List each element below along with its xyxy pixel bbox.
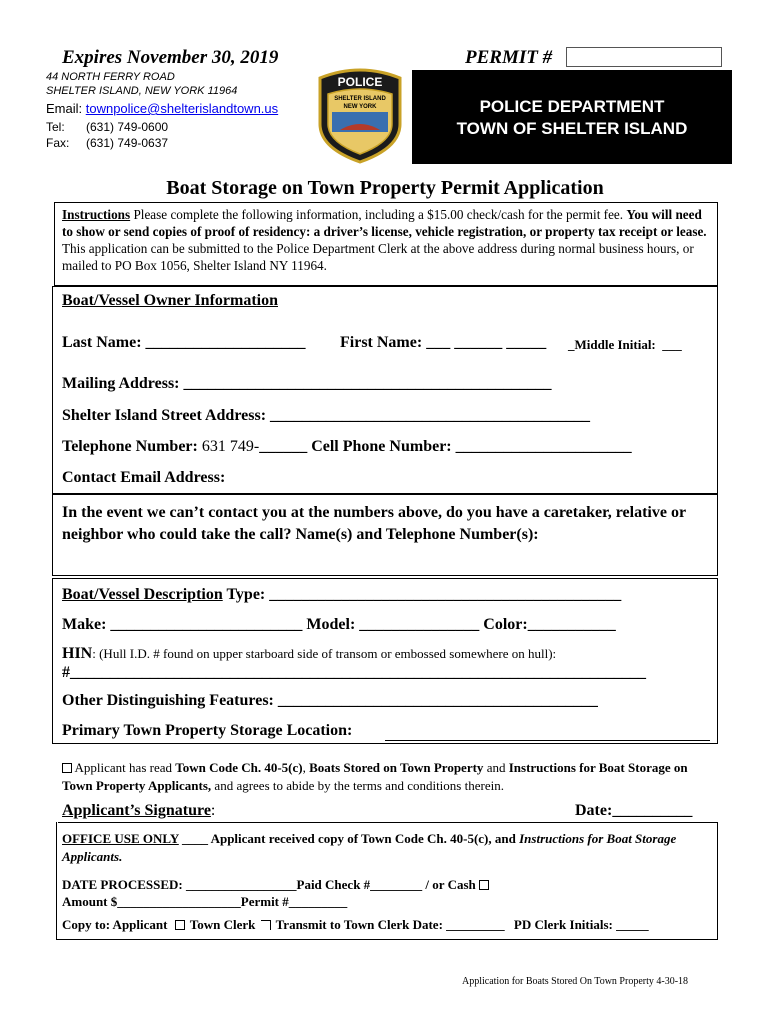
telephone-and-cell-field[interactable]: ______ Cell Phone Number: ______________________ bbox=[259, 438, 632, 455]
last-name-field[interactable]: Last Name: ____________________ bbox=[62, 334, 306, 351]
first-name-field[interactable]: First Name: ___ ______ _____ bbox=[340, 334, 547, 351]
transmit-date-field[interactable]: Transmit to Town Clerk Date: _________ bbox=[275, 917, 505, 932]
instructions-text-1: Please complete the following information, including a $15.00 check/cash for the permit fee. bbox=[130, 207, 627, 222]
email-link[interactable]: townpolice@shelterislandtown.us bbox=[85, 101, 279, 116]
copy-town-clerk-checkbox[interactable] bbox=[261, 920, 271, 930]
instructions-text bbox=[62, 206, 714, 274]
email-line bbox=[46, 101, 278, 116]
signature-label: Applicant’s Signature bbox=[62, 802, 211, 819]
department-banner bbox=[412, 70, 732, 164]
telephone-label: Telephone Number: bbox=[62, 438, 202, 455]
boat-type-line bbox=[62, 586, 621, 604]
date-line bbox=[575, 802, 692, 820]
fax-line bbox=[46, 136, 168, 150]
instructions-bold: You will need to show or send copies of proof of residency: a driver’s license, vehicle registration, or property tax receipt or lease. bbox=[62, 207, 707, 239]
agreement-boats: Boats Stored on Town Property bbox=[309, 760, 484, 775]
date-field[interactable]: :__________ bbox=[606, 802, 693, 819]
instructions-text-2: This application can be submitted to the Police Department Clerk at the above address during normal business hours, or mailed to PO Box 1056, Shelter Island NY 11964. bbox=[62, 241, 694, 273]
tel-value: (631) 749-0600 bbox=[86, 120, 169, 134]
middle-initial-field[interactable]: _Middle Initial: ___ bbox=[568, 337, 682, 352]
make-model-color-field[interactable]: Make: ________________________ Model: _______________ Color:___________ bbox=[62, 616, 616, 633]
storage-location-field[interactable]: Primary Town Property Storage Location: bbox=[62, 722, 353, 739]
tel-line bbox=[46, 120, 168, 134]
amount-permit-field[interactable]: Amount $___________________Permit #_________ bbox=[62, 894, 348, 909]
tel-label: Tel: bbox=[46, 120, 65, 134]
address-line-2: SHELTER ISLAND, NEW YORK 11964 bbox=[46, 85, 238, 97]
fax-value: (631) 749-0637 bbox=[86, 136, 169, 150]
copy-to-applicant: Copy to: Applicant bbox=[62, 917, 168, 932]
instructions-label: Instructions bbox=[62, 207, 131, 222]
street-address-field[interactable]: Shelter Island Street Address: ________________________________________ bbox=[62, 407, 591, 424]
police-badge-icon bbox=[314, 64, 406, 164]
copy-to-line bbox=[62, 917, 649, 933]
date-label: Date bbox=[575, 802, 607, 819]
hin-field[interactable]: #________________________________________________________________________ bbox=[62, 664, 646, 681]
address-line-1: 44 NORTH FERRY ROAD bbox=[46, 71, 175, 83]
features-field[interactable]: Other Distinguishing Features: ________________________________________ bbox=[62, 692, 598, 709]
cash-checkbox[interactable] bbox=[479, 880, 489, 890]
agreement-text bbox=[62, 759, 712, 795]
caretaker-question[interactable]: In the event we can’t contact you at the numbers above, do you have a caretaker, relative or neighbor who could take the call? Name(s) and Telephone Number(s): bbox=[62, 504, 686, 543]
storage-location-line bbox=[385, 740, 710, 741]
date-processed-field[interactable]: DATE PROCESSED: _________________Paid Check #________ / or Cash bbox=[62, 877, 476, 892]
dept-line-1: POLICE DEPARTMENT bbox=[479, 97, 665, 116]
mailing-address-field[interactable]: Mailing Address: ______________________________________________ bbox=[62, 375, 552, 392]
date-processed-line bbox=[62, 877, 489, 893]
office-received-italic: Instructions for Boat Storage Applicants. bbox=[62, 831, 677, 864]
copy-applicant-checkbox[interactable] bbox=[175, 920, 185, 930]
office-use-label: OFFICE USE ONLY bbox=[62, 831, 179, 846]
agreement-pre: Applicant has read bbox=[72, 760, 176, 775]
boat-type-field[interactable]: Type: ____________________________________________ bbox=[222, 586, 622, 603]
page-title: Boat Storage on Town Property Permit Application bbox=[166, 177, 604, 199]
agreement-mid2: and bbox=[483, 760, 509, 775]
badge-sub1: SHELTER ISLAND bbox=[334, 96, 386, 102]
office-received-text bbox=[62, 830, 712, 866]
agreement-mid1: , bbox=[302, 760, 310, 775]
permit-number-field[interactable] bbox=[566, 47, 722, 67]
fax-label: Fax: bbox=[46, 136, 70, 150]
copy-town-clerk: Town Clerk bbox=[189, 917, 256, 932]
expires-date: Expires November 30, 2019 bbox=[62, 47, 279, 68]
badge-sub2: NEW YORK bbox=[343, 104, 377, 110]
telephone-line bbox=[62, 438, 632, 456]
owner-heading: Boat/Vessel Owner Information bbox=[62, 292, 278, 309]
agreement-code: Town Code Ch. 40-5(c) bbox=[175, 760, 303, 775]
agreement-checkbox[interactable] bbox=[62, 763, 72, 773]
agreement-instructions: Instructions for Boat Storage on Town Property Applicants, bbox=[62, 760, 688, 793]
boat-heading: Boat/Vessel Description bbox=[62, 586, 223, 603]
permit-label: PERMIT # bbox=[465, 47, 553, 68]
dept-line-2: TOWN OF SHELTER ISLAND bbox=[456, 119, 688, 138]
email-label: Email: bbox=[46, 101, 86, 116]
hin-note: : (Hull I.D. # found on upper starboard side of transom or embossed somewhere on hull): bbox=[92, 646, 557, 661]
badge-title: POLICE bbox=[337, 75, 383, 89]
agreement-post: and agrees to abide by the terms and conditions therein. bbox=[211, 778, 504, 793]
signature-line bbox=[62, 802, 215, 820]
pd-clerk-initials-field[interactable]: PD Clerk Initials: _____ bbox=[513, 917, 649, 932]
telephone-prefix: 631 749- bbox=[201, 438, 260, 455]
hin-line bbox=[62, 645, 556, 663]
footer-text: Application for Boats Stored On Town Property 4-30-18 bbox=[462, 976, 689, 987]
office-received-pre[interactable]: ____ Applicant received copy of Town Code Ch. 40-5(c), and bbox=[178, 831, 520, 846]
hin-label: HIN bbox=[62, 645, 93, 662]
contact-email-field[interactable]: Contact Email Address: bbox=[62, 469, 226, 486]
signature-colon: : bbox=[210, 802, 216, 819]
